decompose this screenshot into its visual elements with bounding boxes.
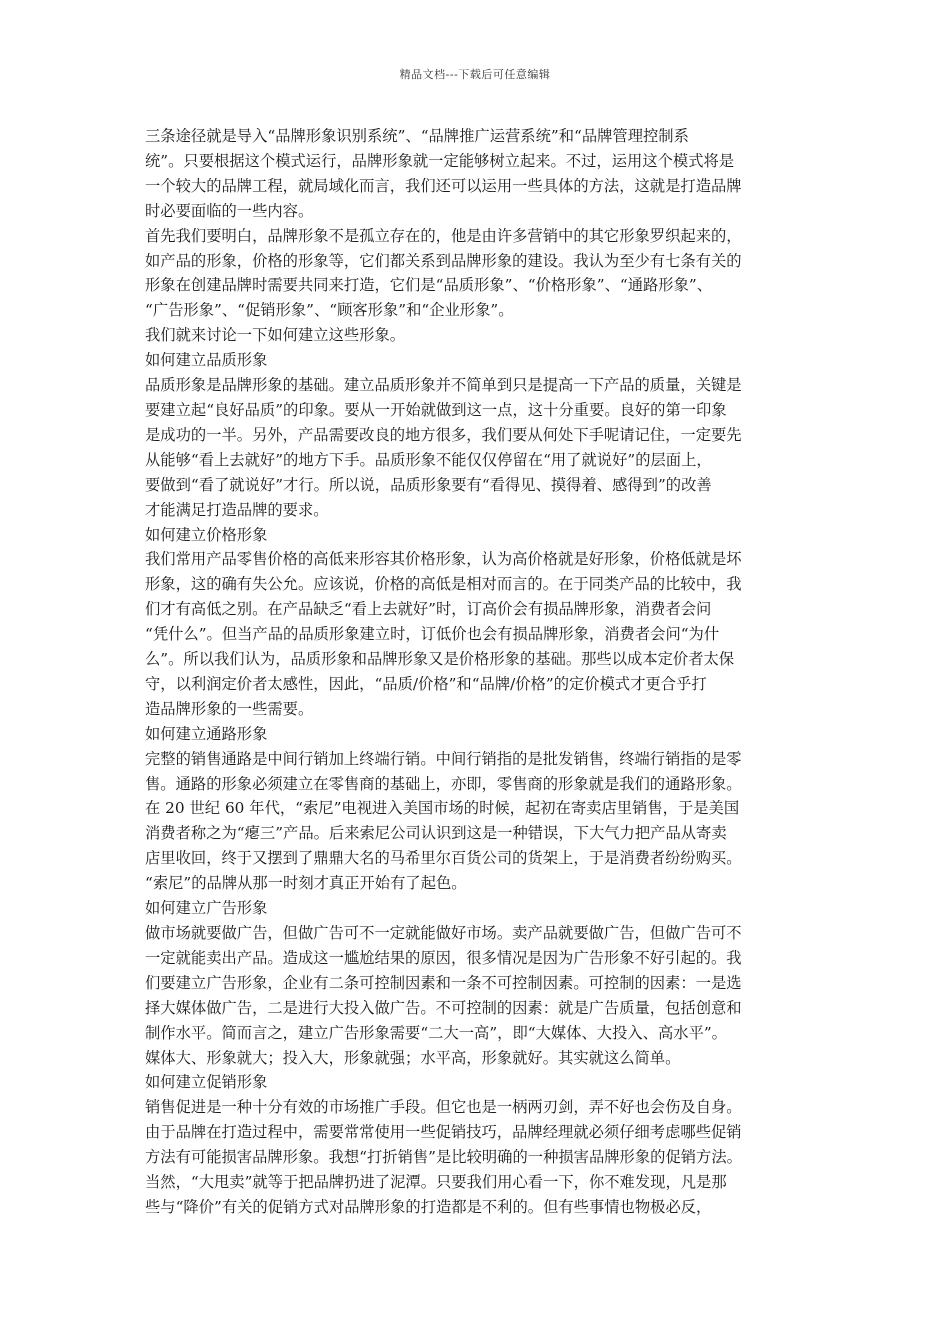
paragraph: 我们常用产品零售价格的高低来形容其价格形象，认为高价格就是好形象，价格低就是坏 形象，这的确有失公允。应该说，价格的高低是相对而言的。在于同类产品的比较中，我 们才有高低之别。在产品缺乏“看上去就好”时，订高价会有损品牌形象，消费者会问 “凭什么”。但当产品的品质形象建立时，订低价也会有损品牌形象，消费者会问“为什 么”。所以我们认为，品质形象和品牌形象又是价格形象的基础。那些以成本定价者太保 守，以利润定价者太感性，因此，“品质/价格”和“品牌/价格”的定价模式才更合乎打 造品牌形象的一些需要。 <box>145 550 742 718</box>
section-heading: 如何建立促销形象 <box>145 1073 268 1092</box>
paragraph: 做市场就要做广告，但做广告可不一定就能做好市场。卖产品就要做广告，但做广告可不 一定就能卖出产品。造成这一尴尬结果的原因，很多情况是因为广告形象不好引起的。我 们要建立广告形象，企业有二条可控制因素和一条不可控制因素。可控制的因素：一是选 择大媒体做广告，二是进行大投入做广告。不可控制的因素：就是广告质量，包括创意和 制作水平。简而言之，建立广告形象需要“二大一高”，即“大媒体、大投入、高水平”。 媒体大、形象就大；投入大，形象就强；水平高，形象就好。其实就这么简单。 <box>145 924 742 1067</box>
document-body <box>145 124 825 1220</box>
section-heading: 如何建立广告形象 <box>145 899 268 918</box>
paragraph: 我们就来讨论一下如何建立这些形象。 <box>145 326 406 345</box>
paragraph: 完整的销售通路是中间行销加上终端行销。中间行销指的是批发销售，终端行销指的是零 售。通路的形象必须建立在零售商的基础上，亦即，零售商的形象就是我们的通路形象。 在 20 世纪 60 年代，“索尼”电视进入美国市场的时候，起初在寄卖店里销售，于是美国 消费者称之为“瘪三”产品。后来索尼公司认识到这是一种错误，下大气力把产品从寄卖 店里收回，终于又摆到了鼎鼎大名的马希里尔百货公司的货架上，于是消费者纷纷购买。 “索尼”的品牌从那一时刻才真正开始有了起色。 <box>145 749 742 893</box>
paragraph: 首先我们要明白，品牌形象不是孤立存在的，他是由许多营销中的其它形象罗织起来的， 如产品的形象，价格的形象等，它们都关系到品牌形象的建设。我认为至少有七条有关的 形象在创建品牌时需要共同来打造，它们是“品质形象”、“价格形象”、“通路形象”、 “广告形象”、“促销形象”、“顾客形象”和“企业形象”。 <box>145 226 742 320</box>
page-header: 精品文档---下载后可任意编辑 <box>399 68 551 81</box>
paragraph: 品质形象是品牌形象的基础。建立品质形象并不简单到只是提高一下产品的质量，关键是 要建立起“良好品质”的印象。要从一开始就做到这一点，这十分重要。良好的第一印象 是成功的一半。另外，产品需要改良的地方很多，我们要从何处下手呢请记住，一定要先 从能够“看上去就好”的地方下手。品质形象不能仅仅停留在“用了就说好”的层面上， 要做到“看了就说好”才行。所以说，品质形象要有“看得见、摸得着、感得到”的改善 才能满足打造品牌的要求。 <box>145 376 742 519</box>
section-heading: 如何建立价格形象 <box>145 525 268 544</box>
section-heading: 如何建立品质形象 <box>145 351 268 370</box>
paragraph: 销售促进是一种十分有效的市场推广手段。但它也是一柄两刃剑，弄不好也会伤及自身。 由于品牌在打造过程中，需要常常使用一些促销技巧，品牌经理就必须仔细考虑哪些促销 方法有可能损害品牌形象。我想“打折销售”是比较明确的一种损害品牌形象的促销方法。 当然，“大甩卖”就等于把品牌扔进了泥潭。只要我们用心看一下，你不难发现，凡是那 些与“降价”有关的促销方式对品牌形象的打造都是不利的。但有些事情也物极必反， <box>145 1098 742 1216</box>
paragraph: 三条途径就是导入“品牌形象识别系统”、“品牌推广运营系统”和“品牌管理控制系 统”。只要根据这个模式运行，品牌形象就一定能够树立起来。不过，运用这个模式将是 一个较大的品牌工程，就局域化而言，我们还可以运用一些具体的方法，这就是打造品牌 时必要面临的一些内容。 <box>145 127 742 220</box>
section-heading: 如何建立通路形象 <box>145 724 268 743</box>
